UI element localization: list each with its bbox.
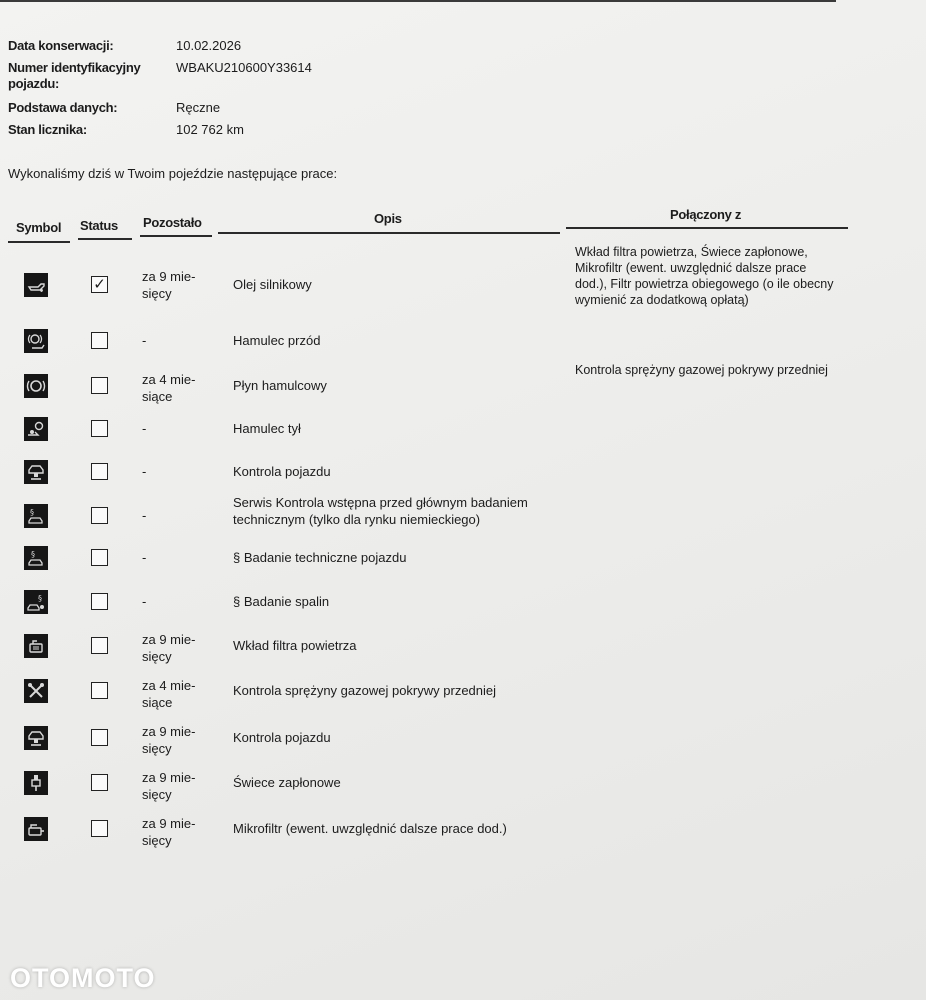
emissions-test-icon [24,590,48,614]
status-checkbox[interactable] [91,377,108,394]
header-line-status [78,238,132,240]
header-line-remaining [140,235,212,237]
remaining-time: za 9 mie- sięcy [142,724,196,756]
basis-value: Ręczne [176,100,221,115]
meta-row-odometer [8,120,428,142]
status-checkbox[interactable] [91,507,108,524]
header-remaining: Pozostało [143,215,202,230]
odometer-value: 102 762 km [176,122,244,137]
remaining-time: za 9 mie- sięcy [142,816,196,848]
air-filter-icon [24,634,48,658]
item-description: § Badanie techniczne pojazdu [233,550,407,565]
meta-row-basis [8,98,428,120]
vin-label: Numer identyfikacyjny pojazdu: [8,60,141,91]
microfilter-icon [24,817,48,841]
item-description: § Badanie spalin [233,594,330,609]
odometer-label: Stan licznika: [8,122,87,137]
status-checkbox[interactable] [91,420,108,437]
status-checkbox[interactable] [91,774,108,791]
status-checkbox[interactable]: ✓ [91,276,108,293]
item-description: Kontrola pojazdu [233,730,331,745]
remaining-time: za 9 mie- sięcy [142,632,196,664]
remaining-time: - [142,594,147,609]
status-checkbox[interactable] [91,593,108,610]
date-value: 10.02.2026 [176,38,242,53]
vin-value: WBAKU210600Y33614 [176,60,312,75]
remaining-time: - [142,421,147,436]
remaining-time: - [142,508,147,523]
otomoto-watermark: OTOMOTO [10,963,156,993]
status-checkbox[interactable] [91,682,108,699]
spark-plug-icon [24,771,48,795]
engine-oil-icon [24,273,48,297]
remaining-time: za 4 mie- siące [142,678,196,710]
header-connected: Połączony z [670,207,742,222]
item-description: Kontrola sprężyny gazowej pokrywy przedniej [233,683,497,698]
item-description: Hamulec przód [233,333,321,348]
status-checkbox[interactable] [91,549,108,566]
header-symbol: Symbol [16,220,62,235]
connected-items: Kontrola sprężyny gazowej pokrywy przedniej [575,363,828,377]
item-description: Serwis Kontrola wstępna przed głównym badaniem technicznym (tylko dla rynku niemieckiego) [233,495,528,527]
remaining-time: - [142,333,147,348]
date-label: Data konserwacji: [8,38,114,53]
header-line-symbol [8,241,70,243]
remaining-time: - [142,464,147,479]
brake-fluid-icon [24,374,48,398]
connected-items: Wkład filtra powietrza, Świece zapłonowe, Mikrofiltr (ewent. uwzględnić dalsze prace dod.), Filtr powietrza obiegowego (o ile obecny wymienić za dodatkową opłatą) [575,245,834,307]
header-line-description [218,232,560,234]
front-brake-icon [24,329,48,353]
header-status: Status [80,218,118,233]
meta-row-vin [8,58,428,98]
item-description: Wkład filtra powietrza [233,638,357,653]
status-checkbox[interactable] [91,637,108,654]
item-description: Kontrola pojazdu [233,464,331,479]
pre-inspection-icon [24,504,48,528]
header-line-connected [566,227,848,229]
status-checkbox[interactable] [91,820,108,837]
item-description: Płyn hamulcowy [233,378,327,393]
top-divider [0,0,836,2]
header-description: Opis [374,211,402,226]
item-description: Olej silnikowy [233,277,312,292]
svg-text:§: § [31,550,35,559]
rear-brake-icon [24,417,48,441]
svg-text:§: § [38,594,42,603]
item-description: Mikrofiltr (ewent. uwzględnić dalsze prace dod.) [233,821,507,836]
remaining-time: za 4 mie- siące [142,372,196,404]
item-description: Hamulec tył [233,421,301,436]
svg-text:§: § [30,508,34,517]
vehicle-check-icon [24,726,48,750]
status-checkbox[interactable] [91,332,108,349]
meta-row-date [8,36,428,58]
status-checkbox[interactable] [91,729,108,746]
remaining-time: - [142,550,147,565]
item-description: Świece zapłonowe [233,775,341,790]
technical-inspection-icon [24,546,48,570]
remaining-time: za 9 mie- sięcy [142,269,196,301]
basis-label: Podstawa danych: [8,100,118,115]
service-meta [8,36,428,142]
tools-icon [24,679,48,703]
intro-text: Wykonaliśmy dziś w Twoim pojeździe następujące prace: [8,166,338,181]
vehicle-check-icon [24,460,48,484]
status-checkbox[interactable] [91,463,108,480]
remaining-time: za 9 mie- sięcy [142,770,196,802]
